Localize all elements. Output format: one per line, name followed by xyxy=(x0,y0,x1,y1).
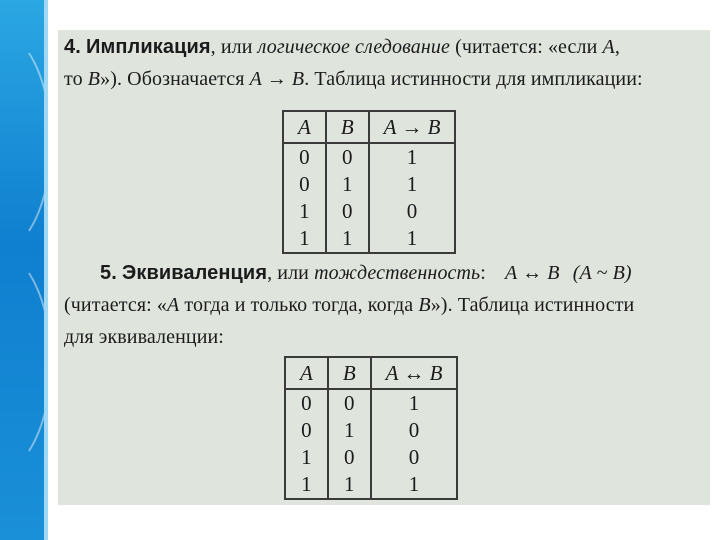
cell: 1 xyxy=(408,391,420,415)
column-b xyxy=(326,143,369,253)
header-a: A xyxy=(285,357,328,389)
table-header-row xyxy=(283,111,455,143)
cell: 1 xyxy=(299,199,310,223)
column-a xyxy=(285,389,328,499)
text-fragment: . Таблица истинности для импликации: xyxy=(304,68,643,90)
cell: 0 xyxy=(406,199,418,223)
cell: 0 xyxy=(299,145,310,169)
decorative-side-stripe xyxy=(0,0,48,540)
text-fragment: , или xyxy=(210,36,258,58)
variable-a: A xyxy=(166,294,180,316)
implication-truth-table xyxy=(282,110,456,254)
cell: 1 xyxy=(406,145,418,169)
header-a: A xyxy=(283,111,326,143)
scanned-textbook-page xyxy=(58,30,710,505)
text-fragment: то xyxy=(64,68,88,90)
column-result xyxy=(369,143,456,253)
implication-number: 4. xyxy=(64,36,81,58)
cell: 0 xyxy=(408,418,420,442)
text-fragment: для эквиваленции: xyxy=(64,326,224,348)
cell: 1 xyxy=(299,226,310,250)
cell: 1 xyxy=(408,472,420,496)
text-fragment: тогда и только тогда, когда xyxy=(179,294,419,316)
equivalence-term: тождественность xyxy=(314,262,481,284)
cell: 0 xyxy=(299,172,310,196)
cell: 0 xyxy=(341,145,353,169)
cell: 1 xyxy=(343,472,355,496)
text-fragment: , xyxy=(614,36,620,58)
text-fragment: (читается: « xyxy=(64,294,167,316)
header-b: B xyxy=(328,357,371,389)
equivalence-notation: A ↔ B xyxy=(505,262,560,284)
header-result: A → B xyxy=(369,111,456,143)
equivalence-title: Эквиваленция xyxy=(122,262,268,284)
cell: 1 xyxy=(341,226,353,250)
implication-notation: A → B xyxy=(249,68,305,90)
column-a xyxy=(283,143,326,253)
cell: 0 xyxy=(408,445,420,469)
cell: 1 xyxy=(406,172,418,196)
table-body-row xyxy=(283,143,455,253)
cell: 1 xyxy=(301,472,312,496)
stripe-edge-line xyxy=(44,0,48,540)
implication-line-2 xyxy=(64,68,643,91)
text-fragment: »). Таблица истинности xyxy=(430,294,635,316)
cell: 0 xyxy=(343,391,355,415)
variable-a: A xyxy=(602,36,615,58)
implication-term: логическое следование xyxy=(257,36,450,58)
equivalence-line-3 xyxy=(64,326,224,349)
equivalence-notation-alt: (A ~ B) xyxy=(572,262,632,284)
column-result xyxy=(371,389,458,499)
table-header-row xyxy=(285,357,457,389)
cell: 0 xyxy=(343,445,355,469)
equivalence-line-1 xyxy=(100,262,632,285)
cell: 0 xyxy=(341,199,353,223)
cell: 0 xyxy=(301,391,312,415)
equivalence-number: 5. xyxy=(100,262,117,284)
cell: 1 xyxy=(406,226,418,250)
header-b: B xyxy=(326,111,369,143)
text-fragment: »). Обозначается xyxy=(100,68,250,90)
cell: 1 xyxy=(343,418,355,442)
implication-line-1 xyxy=(64,36,620,59)
header-result: A ↔ B xyxy=(371,357,458,389)
equivalence-line-2 xyxy=(64,294,634,317)
cell: 1 xyxy=(341,172,353,196)
column-b xyxy=(328,389,371,499)
table-body-row xyxy=(285,389,457,499)
text-fragment: : xyxy=(480,262,486,284)
text-fragment: (читается: «если xyxy=(449,36,603,58)
variable-b: B xyxy=(87,68,101,90)
variable-b: B xyxy=(418,294,431,316)
text-fragment: , или xyxy=(267,262,315,284)
implication-title: Импликация xyxy=(86,36,211,58)
equivalence-truth-table xyxy=(284,356,458,500)
cell: 1 xyxy=(301,445,312,469)
cell: 0 xyxy=(301,418,312,442)
